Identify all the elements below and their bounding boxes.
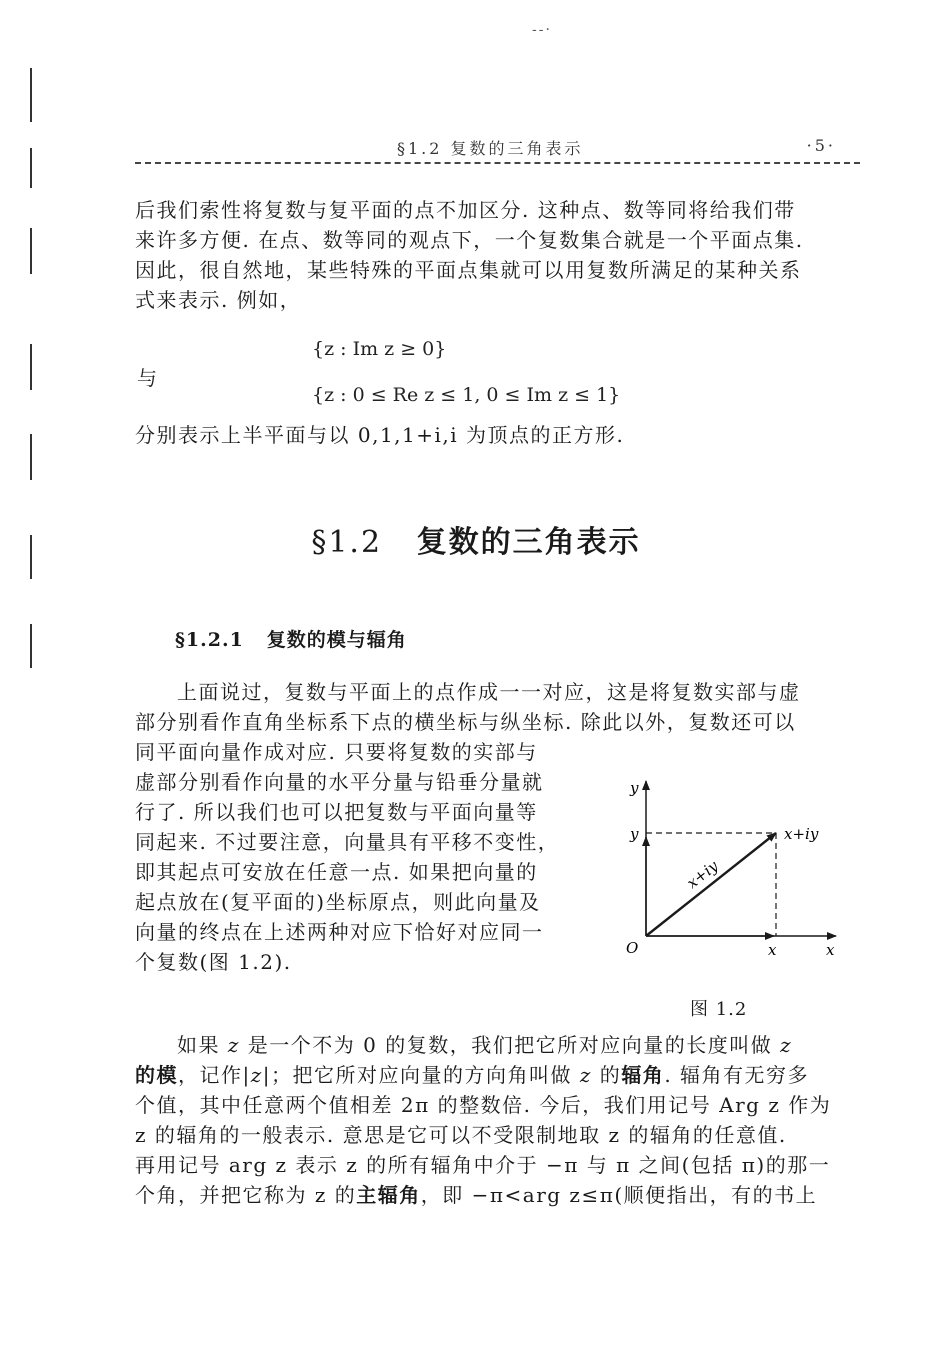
vector-arrow	[646, 833, 776, 936]
term-principal-argument: 主辐角	[356, 1183, 421, 1207]
text-fragment: ，记作|	[178, 1063, 251, 1087]
y-axis-label: y	[630, 779, 639, 797]
wrapped-text	[135, 737, 595, 977]
text-line: 后我们索性将复数与复平面的点不加区分. 这种点、数等同将给我们带	[135, 198, 796, 222]
origin-label: O	[626, 939, 639, 957]
scan-margin-bar	[30, 434, 32, 480]
paragraph-modulus-argument	[135, 1030, 860, 1210]
text-line: 来许多方便. 在点、数等同的观点下，一个复数集合就是一个平面点集.	[135, 228, 804, 252]
text-line: 同平面向量作成对应. 只要将复数的实部与	[135, 740, 538, 764]
text-line: z 的辐角的一般表示. 意思是它可以不受限制地取 z 的辐角的任意值.	[135, 1123, 787, 1147]
top-mark: --·	[532, 22, 552, 38]
text-line: 即其起点可安放在任意一点. 如果把向量的	[135, 860, 538, 884]
figure-caption: 图 1.2	[690, 999, 748, 1020]
connector-word: 与	[137, 366, 157, 390]
scan-margin-bar	[30, 148, 32, 188]
scan-margin-bar	[30, 228, 32, 274]
text-fragment: 如果	[177, 1033, 228, 1057]
math-symbol: z	[250, 1063, 263, 1087]
text-line: 行了. 所以我们也可以把复数与平面向量等	[135, 800, 538, 824]
running-header	[135, 136, 860, 160]
text-fragment: 是一个不为 0 的复数，我们把它所对应向量的长度叫做	[239, 1033, 781, 1057]
text-line: 分别表示上半平面与以 0,1,1+i,i 为顶点的正方形.	[135, 423, 625, 447]
y-tick-label: y	[630, 825, 639, 843]
text-line: 同起来. 不过要注意，向量具有平移不变性，	[135, 830, 560, 854]
subsection-number: §1.2.1	[175, 629, 244, 651]
scan-margin-bar	[30, 344, 32, 390]
section-title: 复数的三角表示	[416, 525, 641, 560]
point-label: x+iy	[784, 825, 819, 843]
text-line: 个复数(图 1.2).	[135, 950, 292, 974]
text-line: 虚部分别看作向量的水平分量与铅垂分量就	[135, 770, 544, 794]
text-line: 起点放在(复平面的)坐标原点，则此向量及	[135, 890, 541, 914]
intro-paragraph	[135, 195, 860, 315]
header-title: §1.2 复数的三角表示	[397, 139, 584, 158]
text-line: 因此，很自然地，某些特殊的平面点集就可以用复数所满足的某种关系	[135, 258, 802, 282]
page-number: ·5·	[806, 136, 836, 155]
math-symbol: z	[227, 1033, 240, 1057]
text-line: 式来表示. 例如，	[135, 288, 302, 312]
text-line: 个值，其中任意两个值相差 2π 的整数倍. 今后，我们用记号 Arg z 作为	[135, 1093, 832, 1117]
text-line	[135, 1030, 860, 1060]
term-argument: 辐角	[621, 1063, 665, 1087]
text-line	[135, 1060, 860, 1090]
math-symbol: z	[579, 1063, 592, 1087]
subsection-heading	[175, 625, 407, 652]
x-tick-label: x	[768, 941, 777, 959]
term-modulus: 的模	[135, 1063, 178, 1087]
x-axis-label: x	[826, 941, 835, 959]
text-fragment: 的	[591, 1063, 622, 1087]
formula-upper-half-plane: {z : Im z ≥ 0}	[312, 338, 447, 360]
text-line: 再用记号 arg z 表示 z 的所有辐角中介于 −π 与 π 之间(包括 π)的那一	[135, 1153, 831, 1177]
text-line	[135, 1180, 860, 1210]
text-fragment: . 辐角有无穷多	[664, 1063, 810, 1087]
figure-complex-vector	[616, 775, 846, 965]
vector-label: x+iy	[683, 856, 722, 893]
intro-conclusion	[135, 420, 860, 450]
text-fragment: 个角，并把它称为 z 的	[135, 1183, 357, 1207]
formula-square: {z : 0 ≤ Re z ≤ 1, 0 ≤ Im z ≤ 1}	[312, 384, 621, 406]
math-symbol: z	[780, 1033, 793, 1057]
section-number: §1.2	[311, 525, 383, 560]
text-line: 上面说过，复数与平面上的点作成一一对应，这是将复数实部与虚	[177, 680, 801, 704]
scan-margin-bar	[30, 624, 32, 668]
section-heading	[0, 517, 952, 561]
text-line: 部分别看作直角坐标系下点的横坐标与纵坐标. 除此以外，复数还可以	[135, 710, 796, 734]
header-rule	[135, 162, 860, 164]
subsection-title: 复数的模与辐角	[266, 629, 407, 651]
text-fragment: ，即 −π<arg z≤π(顺便指出，有的书上	[420, 1183, 818, 1207]
text-fragment: |；把它所对应向量的方向角叫做	[262, 1063, 580, 1087]
text-line: 向量的终点在上述两种对应下恰好对应同一	[135, 920, 544, 944]
scan-margin-bar	[30, 68, 32, 122]
